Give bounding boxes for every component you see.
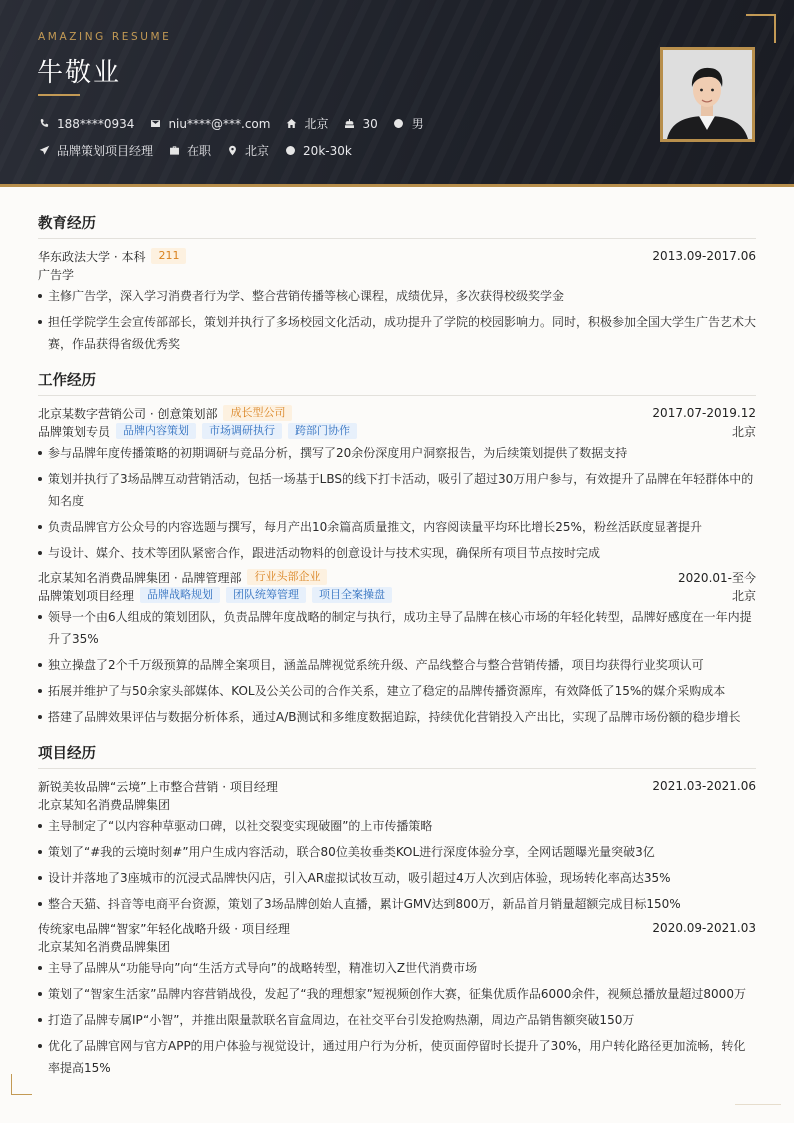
- city: 北京: [731, 588, 756, 603]
- list-item: 拓展并维护了与50余家头部媒体、KOL及公关公司的合作关系，建立了稳定的品牌传播资源库，有效降低了15%的媒介采购成本: [38, 680, 756, 702]
- mail-icon: [149, 118, 161, 130]
- list-item: 担任学院学生会宣传部部长，策划并执行了多场校园文化活动，成功提升了学院的校园影响力。同时，积极参加全国大学生广告艺术大赛，作品获得省级优秀奖: [38, 311, 756, 355]
- target-role-item: [38, 142, 153, 159]
- date-range: 2020.09-2021.03: [652, 921, 756, 935]
- role-row: [38, 586, 756, 604]
- age-item: [343, 117, 377, 131]
- list-item: 优化了品牌官网与官方APP的用户体验与视觉设计，通过用户行为分析，使页面停留时长提升了30%，用户转化路径更加流畅，转化率提高15%: [38, 1035, 756, 1079]
- date-range: 2017.07-2019.12: [652, 406, 756, 420]
- project-entry: [38, 777, 756, 915]
- target-role-text: 品牌策划项目经理: [57, 144, 154, 158]
- list-item: 参与品牌年度传播策略的初期调研与竞品分析，撰写了20余份深度用户洞察报告，为后续策划提供了数据支持: [38, 442, 756, 464]
- resume-body: [38, 212, 756, 1093]
- home-city-text: 北京: [304, 117, 329, 131]
- skill-tag: 跨部门协作: [288, 423, 357, 439]
- list-item: 独立操盘了2个千万级预算的品牌全案项目，涵盖品牌视觉系统升级、产品线整合与整合营销传播，项目均获得行业奖项认可: [38, 654, 756, 676]
- list-item: 负责品牌官方公众号的内容选题与撰写，每月产出10余篇高质量推文，内容阅读量平均环比增长25%，粉丝活跃度显著提升: [38, 516, 756, 538]
- profile-photo: [660, 47, 755, 142]
- major-row: [38, 265, 756, 283]
- list-item: 整合天猫、抖音等电商平台资源，策划了3场品牌创始人直播，累计GMV达到800万，新品首月销量超额完成目标150%: [38, 893, 756, 915]
- list-item: 与设计、媒介、技术等团队紧密合作，跟进活动物料的创意设计与技术实现，确保所有项目节点按时完成: [38, 542, 756, 564]
- list-item: 策划了“#我的云境时刻#”用户生成内容活动，联合80位美妆垂类KOL进行深度体验分享，全网话题曝光量突破3亿: [38, 841, 756, 863]
- resume-header: [0, 0, 794, 184]
- cake-icon: [343, 118, 355, 130]
- list-item: 主导制定了“以内容种草驱动口碑，以社交裂变实现破圈”的上市传播策略: [38, 815, 756, 837]
- section-title: 工作经历: [38, 369, 756, 396]
- corner-decoration: [11, 1074, 32, 1095]
- corner-decoration: [746, 14, 776, 43]
- bullet-list: [38, 957, 756, 1079]
- project-entry: [38, 919, 756, 1079]
- section-title: 项目经历: [38, 742, 756, 769]
- phone-text: 188****0934: [57, 116, 135, 131]
- work-entry-header: [38, 568, 756, 586]
- education-section: [38, 212, 756, 355]
- status-item: [168, 142, 211, 159]
- gender-text: 男: [411, 117, 424, 131]
- list-item: 策划并执行了3场品牌互动营销活动，包括一场基于LBS的线下打卡活动，吸引了超过30万用户参与，有效提升了品牌在年轻群体中的知名度: [38, 468, 756, 512]
- work-entry-header: [38, 404, 756, 422]
- phone-icon: [38, 118, 50, 130]
- city: 北京: [731, 424, 756, 439]
- bullet-list: [38, 815, 756, 915]
- contact-row: [38, 115, 439, 132]
- skill-tag: 品牌战略规划: [140, 587, 220, 603]
- list-item: 策划了“智家生活家”品牌内容营销战役，发起了“我的理想家”短视频创作大赛，征集优质作品6000余件，视频总播放量超过8000万: [38, 983, 756, 1005]
- age-text: 30: [362, 116, 378, 131]
- brand-label: AMAZING RESUME: [38, 31, 172, 43]
- skill-tag: 市场调研执行: [202, 423, 282, 439]
- work-section: [38, 369, 756, 728]
- education-entry-header: [38, 247, 756, 265]
- major-name: 广告学: [38, 267, 75, 282]
- date-range: 2020.01-至今: [678, 570, 756, 585]
- salary-text: 20k-30k: [303, 143, 352, 158]
- project-entry-header: [38, 777, 756, 795]
- skill-tag: 品牌内容策划: [116, 423, 196, 439]
- bullet-list: [38, 606, 756, 728]
- list-item: 设计并落地了3座城市的沉浸式品牌快闪店，引入AR虚拟试妆互动，吸引超过4万人次到店体验，现场转化率高达35%: [38, 867, 756, 889]
- role-name: 品牌策划专员: [38, 424, 111, 439]
- target-city-text: 北京: [245, 144, 270, 158]
- location-pin-icon: [226, 145, 238, 157]
- date-range: 2013.09-2017.06: [652, 249, 756, 263]
- phone-item: [38, 117, 134, 131]
- skill-tag: 项目全案操盘: [312, 587, 392, 603]
- email-item: [149, 117, 270, 131]
- home-city-item: [285, 115, 328, 132]
- work-entry: [38, 568, 756, 728]
- candidate-name: 牛敬业: [37, 58, 122, 88]
- name-underline: [38, 94, 80, 96]
- job-intent-row: [38, 142, 367, 159]
- org-row: [38, 795, 756, 813]
- school-name: 华东政法大学 · 本科: [38, 249, 146, 264]
- profile-photo-image: [663, 50, 752, 139]
- email-text: niu****@***.com: [168, 116, 271, 131]
- company-tag: 行业头部企业: [247, 569, 327, 585]
- salary-item: [284, 144, 352, 158]
- home-icon: [285, 118, 297, 130]
- bullet-list: [38, 285, 756, 355]
- company-name: 北京某知名消费品牌集团 · 品牌管理部: [38, 570, 242, 585]
- gender-icon: [393, 118, 405, 130]
- footer-divider: [735, 1104, 781, 1105]
- list-item: 主导了品牌从“功能导向”向“生活方式导向”的战略转型，精准切入Z世代消费市场: [38, 957, 756, 979]
- role-name: 品牌策划项目经理: [38, 588, 135, 603]
- project-org: 北京某知名消费品牌集团: [38, 939, 171, 954]
- list-item: 领导一个由6人组成的策划团队，负责品牌年度战略的制定与执行，成功主导了品牌在核心市场的年轻化转型，品牌好感度在一年内提升了35%: [38, 606, 756, 650]
- school-tag: 211: [151, 248, 186, 264]
- company-tag: 成长型公司: [223, 405, 292, 421]
- briefcase-icon: [168, 145, 180, 157]
- gender-item: [393, 115, 424, 132]
- list-item: 主修广告学，深入学习消费者行为学、整合营销传播等核心课程，成绩优异，多次获得校级奖学金: [38, 285, 756, 307]
- section-title: 教育经历: [38, 212, 756, 239]
- date-range: 2021.03-2021.06: [652, 779, 756, 793]
- salary-icon: [284, 145, 296, 157]
- role-row: [38, 422, 756, 440]
- status-text: 在职: [187, 144, 212, 158]
- projects-section: [38, 742, 756, 1079]
- list-item: 搭建了品牌效果评估与数据分析体系，通过A/B测试和多维度数据追踪，持续优化营销投入产出比，实现了品牌市场份额的稳步增长: [38, 706, 756, 728]
- list-item: 打造了品牌专属IP“小智”，并推出限量款联名盲盒周边，在社交平台引发抢购热潮，周边产品销售额突破150万: [38, 1009, 756, 1031]
- send-icon: [38, 145, 50, 157]
- header-divider: [0, 184, 794, 187]
- project-org: 北京某知名消费品牌集团: [38, 797, 171, 812]
- company-name: 北京某数字营销公司 · 创意策划部: [38, 406, 218, 421]
- bullet-list: [38, 442, 756, 564]
- work-entry: [38, 404, 756, 564]
- project-name: 传统家电品牌“智家”年轻化战略升级 · 项目经理: [38, 921, 290, 936]
- skill-tag: 团队统筹管理: [226, 587, 306, 603]
- project-entry-header: [38, 919, 756, 937]
- project-name: 新锐美妆品牌“云境”上市整合营销 · 项目经理: [38, 779, 278, 794]
- target-city-item: [226, 142, 269, 159]
- org-row: [38, 937, 756, 955]
